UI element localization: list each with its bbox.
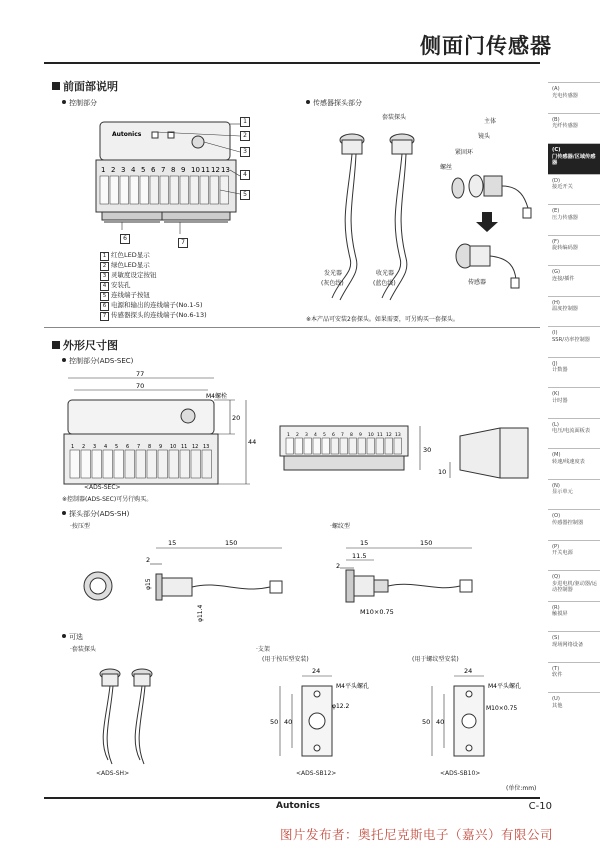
legend-text: 绿色LED显示 (111, 261, 150, 269)
terminal-number: 11 (181, 444, 188, 450)
terminal-slot (191, 450, 201, 478)
sidebar-tab-code: (N) (552, 482, 560, 489)
footer-rule (44, 797, 540, 799)
terminal-number: 4 (104, 444, 108, 450)
sidebar-tab[interactable] (548, 662, 600, 693)
cover-label: ·套装探头 (70, 646, 96, 653)
front-section-heading: 前面部说明 (52, 78, 118, 94)
legend-number: 4 (100, 282, 109, 291)
terminal-number: 5 (115, 444, 119, 450)
sidebar-tab[interactable] (548, 235, 600, 266)
sidebar-tab[interactable] (548, 479, 600, 510)
sidebar-tab[interactable] (548, 631, 600, 662)
svg-text:150: 150 (225, 539, 238, 547)
sidebar-tab-code: (R) (552, 604, 560, 611)
sidebar-tab-name: 显示单元 (552, 489, 573, 495)
terminal-slot (92, 450, 102, 478)
label-emitter-color: (灰色线) (321, 280, 344, 287)
label-cover: 套装探头 (382, 114, 407, 121)
svg-text:40: 40 (284, 718, 293, 726)
legend-number: 7 (100, 312, 109, 321)
terminal-number: 2 (82, 444, 86, 450)
sidebar-tab-name: 触摸屏 (552, 611, 568, 617)
terminal-number: 7 (341, 433, 344, 438)
label-receiver: 收光器 (376, 270, 395, 277)
probe-part-label: 探头部分(ADS-SH) (62, 509, 129, 519)
callout-box: 1 (240, 117, 250, 127)
sidebar-tab[interactable] (548, 143, 600, 174)
sensor-probe-diagram (310, 108, 540, 308)
terminal-slot (180, 450, 190, 478)
unit-note: (单位:mm) (506, 785, 537, 792)
terminal-number: 7 (161, 166, 166, 174)
svg-text:M4平头螺孔: M4平头螺孔 (488, 683, 521, 690)
sidebar-tab-code: (M) (552, 452, 561, 458)
control-part-label: 控制部分 (62, 98, 97, 108)
sidebar-tab-code: (T) (552, 665, 560, 672)
terminal-number: 6 (332, 433, 335, 438)
terminal-number: 12 (386, 433, 392, 438)
terminal-number: 11 (201, 166, 210, 174)
terminal-number: 12 (192, 444, 199, 450)
options-diagram (80, 660, 530, 780)
terminal-number: 10 (368, 433, 374, 438)
controller-front-diagram (90, 110, 260, 250)
model-ads-sh: <ADS-SH> (96, 770, 130, 777)
sensor-note: ※本产品可安装2套探头。如果需要，可另购买一套探头。 (306, 316, 459, 323)
legend-item (100, 271, 207, 281)
sidebar-tab-code: (H) (552, 299, 560, 306)
category-sidebar (548, 82, 600, 723)
dim-control-label: 控制部分(ADS-SEC) (62, 356, 133, 366)
terminal-slot (210, 176, 219, 204)
terminal-slot (103, 450, 113, 478)
callout-box: 4 (240, 170, 250, 180)
legend-item (100, 261, 207, 271)
sidebar-tab[interactable] (548, 570, 600, 601)
svg-text:15: 15 (168, 539, 177, 547)
sidebar-tab-name: 转速/线速度表 (552, 458, 585, 465)
svg-text:24: 24 (312, 667, 321, 675)
sidebar-tab[interactable] (548, 540, 600, 571)
terminal-slot (385, 438, 393, 454)
sidebar-tab[interactable] (548, 296, 600, 327)
terminal-number: 3 (93, 444, 97, 450)
label-body: 主体 (484, 118, 497, 125)
terminal-slot (147, 450, 157, 478)
terminal-slot (81, 450, 91, 478)
press-type-label: ·按压型 (70, 523, 90, 530)
sidebar-tab-name: 软件 (552, 672, 563, 678)
callout-box: 3 (240, 147, 250, 157)
page-number: C-10 (528, 801, 552, 812)
svg-text:10: 10 (438, 468, 447, 476)
legend-item (100, 301, 207, 311)
legend-item (100, 311, 207, 321)
terminal-slot (202, 450, 212, 478)
svg-text:M10×0.75: M10×0.75 (360, 608, 394, 616)
sidebar-tab-name: 计时器 (552, 397, 568, 404)
sidebar-tab-code: (I) (552, 330, 558, 336)
sidebar-tab-code: (J) (552, 360, 558, 367)
terminal-number: 1 (287, 433, 290, 438)
sidebar-tab-name: SSR/功率控制器 (552, 336, 590, 343)
sidebar-tab[interactable] (548, 82, 600, 113)
sidebar-tab-code: (O) (552, 513, 561, 519)
note-sec: ※控制器(ADS-SEC)可另行购买。 (62, 496, 153, 503)
terminal-slot (190, 176, 199, 204)
terminal-number: 10 (170, 444, 177, 450)
terminal-number: 6 (126, 444, 130, 450)
label-receiver-color: (蓝色线) (373, 280, 396, 287)
svg-text:2: 2 (336, 562, 341, 570)
terminal-slot (286, 438, 294, 454)
svg-text:φ12.2: φ12.2 (332, 703, 350, 710)
terminal-slot (114, 450, 124, 478)
svg-text:15: 15 (360, 539, 369, 547)
sidebar-tab-code: (Q) (552, 574, 561, 580)
model-ads-sb12: <ADS-SB12> (296, 770, 337, 777)
sidebar-tab-name: 旋转编码器 (552, 245, 578, 251)
sidebar-tab[interactable] (548, 418, 600, 449)
sidebar-tab[interactable] (548, 692, 600, 723)
probe-dim-diagram (70, 530, 540, 630)
terminal-slot (125, 450, 135, 478)
options-label: 可选 (62, 632, 83, 642)
sidebar-tab-code: (P) (552, 543, 560, 550)
sensor-part-label: 传感器探头部分 (306, 98, 362, 108)
sidebar-tab-name: 光纤传感器 (552, 123, 578, 129)
legend-number: 1 (100, 252, 109, 261)
sidebar-tab-name: 光电传感器 (552, 92, 578, 99)
terminal-number: 8 (171, 166, 176, 174)
legend-item (100, 281, 207, 291)
legend-number: 6 (100, 302, 109, 311)
sidebar-tab-code: (G) (552, 269, 561, 275)
terminal-number: 13 (395, 433, 401, 438)
terminal-slot (110, 176, 119, 204)
model-ads-sb10: <ADS-SB10> (440, 770, 481, 777)
terminal-slot (200, 176, 209, 204)
terminal-slot (313, 438, 321, 454)
sidebar-tab-name: 连接/插件 (552, 275, 575, 282)
sidebar-tab[interactable] (548, 204, 600, 235)
legend-number: 5 (100, 292, 109, 301)
sidebar-tab[interactable] (548, 601, 600, 632)
terminal-slot (150, 176, 159, 204)
svg-text:20: 20 (232, 414, 241, 422)
sidebar-tab[interactable] (548, 448, 600, 479)
terminal-number: 9 (159, 444, 163, 450)
legend-number: 2 (100, 262, 109, 271)
footer-brand: Autonics (276, 801, 321, 811)
terminal-number: 10 (191, 166, 200, 174)
svg-text:M4螺栓: M4螺栓 (206, 393, 227, 400)
svg-text:150: 150 (420, 539, 433, 547)
terminal-number: 12 (211, 166, 220, 174)
terminal-number: 8 (350, 433, 353, 438)
terminal-slot (358, 438, 366, 454)
terminal-number: 5 (323, 433, 326, 438)
terminal-number: 9 (359, 433, 362, 438)
controller-legend (100, 251, 207, 321)
bracket-press-label: (用于按压型安装) (262, 656, 309, 663)
terminal-number: 4 (314, 433, 317, 438)
terminal-slot (120, 176, 129, 204)
terminal-number: 1 (101, 166, 106, 174)
legend-text: 安装孔 (111, 281, 131, 289)
sidebar-tab-name: 接近开关 (552, 184, 573, 190)
svg-text:50: 50 (422, 718, 431, 726)
terminal-number: 13 (203, 444, 210, 450)
title-rule (44, 62, 540, 64)
terminal-number: 7 (137, 444, 141, 450)
terminal-slot (340, 438, 348, 454)
terminal-slot (304, 438, 312, 454)
svg-text:φ15: φ15 (145, 578, 152, 590)
bracket-label: ·支架 (256, 646, 270, 653)
svg-text:11.5: 11.5 (352, 552, 367, 560)
sidebar-tab[interactable] (548, 174, 600, 205)
terminal-slot (160, 176, 169, 204)
callout-box: 2 (240, 131, 250, 141)
terminal-number: 2 (296, 433, 299, 438)
sidebar-tab-name: 压力传感器 (552, 214, 578, 221)
svg-text:2: 2 (146, 556, 151, 564)
sidebar-tab-name: 温度控制器 (552, 306, 578, 312)
legend-text: 灵敏度设定按钮 (111, 271, 157, 279)
sidebar-tab[interactable] (548, 113, 600, 144)
sidebar-tab[interactable] (548, 357, 600, 388)
terminal-number: 1 (71, 444, 75, 450)
sidebar-tab-name: 门传感器/区域传感器 (552, 153, 596, 166)
terminal-slot (180, 176, 189, 204)
terminal-slot (322, 438, 330, 454)
svg-text:M4平头螺孔: M4平头螺孔 (336, 683, 369, 690)
sidebar-tab-code: (D) (552, 177, 561, 184)
terminal-slot (169, 450, 179, 478)
controller-brand: Autonics (112, 131, 142, 138)
legend-item (100, 251, 207, 261)
terminal-slot (158, 450, 168, 478)
sidebar-tab-code: (U) (552, 696, 560, 702)
bracket-screw-label: (用于螺纹型安装) (412, 656, 459, 663)
sidebar-tab[interactable] (548, 509, 600, 540)
sidebar-tab[interactable] (548, 387, 600, 418)
sidebar-tab-code: (E) (552, 208, 560, 214)
terminal-number: 2 (111, 166, 116, 174)
sidebar-tab-name: 其他 (552, 702, 563, 709)
legend-text: 传感器探头的连线端子(No.6-13) (111, 311, 207, 319)
terminal-number: 8 (148, 444, 152, 450)
sidebar-tab-code: (B) (552, 116, 560, 123)
sidebar-tab-name: 现场网络设备 (552, 641, 584, 648)
sidebar-tab-name: 步进电机/驱动器/运动控制器 (552, 580, 597, 593)
sidebar-tab-code: (C) (552, 147, 561, 153)
terminal-number: 5 (141, 166, 146, 174)
legend-text: 电源和输出的连线端子(No.1-5) (111, 301, 203, 309)
sidebar-tab-code: (F) (552, 238, 560, 245)
terminal-slot (331, 438, 339, 454)
terminal-slot (70, 450, 80, 478)
page-title: 侧面门传感器 (420, 34, 552, 58)
legend-item (100, 291, 207, 301)
dim-section-heading: 外形尺寸图 (52, 337, 118, 353)
terminal-slot (130, 176, 139, 204)
terminal-slot (349, 438, 357, 454)
callout-box: 6 (120, 234, 130, 244)
terminal-number: 11 (377, 433, 383, 438)
controller-dim-diagram (60, 366, 540, 496)
svg-text:24: 24 (464, 667, 473, 675)
publisher-watermark: 图片发布者：奥托尼克斯电子（嘉兴）有限公司 (280, 827, 554, 842)
svg-text:77: 77 (136, 370, 145, 378)
label-emitter: 发光器 (324, 270, 343, 277)
terminal-slot (367, 438, 375, 454)
model-ads-sec: <ADS-SEC> (84, 484, 121, 491)
sidebar-tab-code: (L) (552, 421, 559, 428)
terminal-slot (376, 438, 384, 454)
terminal-number: 13 (221, 166, 230, 174)
terminal-number: 4 (131, 166, 136, 174)
svg-text:30: 30 (423, 446, 432, 454)
svg-text:50: 50 (270, 718, 279, 726)
label-lens: 镜头 (478, 133, 491, 140)
callout-box: 5 (240, 190, 250, 200)
svg-text:70: 70 (136, 382, 145, 390)
sidebar-tab-code: (A) (552, 86, 560, 92)
sidebar-tab[interactable] (548, 326, 600, 357)
sidebar-tab-name: 计数器 (552, 367, 568, 373)
svg-text:φ11.4: φ11.4 (197, 604, 204, 622)
sidebar-tab-name: 传感器控制器 (552, 519, 584, 526)
svg-text:44: 44 (248, 438, 257, 446)
screw-type-label: ·螺纹型 (330, 523, 350, 530)
legend-number: 3 (100, 272, 109, 281)
terminal-number: 9 (181, 166, 186, 174)
terminal-slot (140, 176, 149, 204)
svg-text:40: 40 (436, 718, 445, 726)
legend-text: 红色LED显示 (111, 251, 150, 259)
sidebar-tab-name: 开关电源 (552, 550, 573, 556)
label-sensor: 传感器 (468, 279, 487, 286)
label-ring: 紧固环 (455, 149, 474, 156)
sidebar-tab-code: (S) (552, 635, 560, 641)
label-nut: 螺丝 (440, 164, 453, 171)
terminal-number: 3 (121, 166, 126, 174)
terminal-slot (100, 176, 109, 204)
terminal-number: 3 (305, 433, 308, 438)
sidebar-tab[interactable] (548, 265, 600, 296)
svg-text:M10×0.75: M10×0.75 (486, 705, 518, 712)
terminal-slot (136, 450, 146, 478)
sidebar-tab-name: 电压/电流面板表 (552, 428, 591, 434)
callout-box: 7 (178, 238, 188, 248)
terminal-slot (295, 438, 303, 454)
terminal-slot (394, 438, 402, 454)
legend-text: 连线端子按钮 (111, 291, 150, 299)
terminal-number: 6 (151, 166, 156, 174)
sidebar-tab-code: (K) (552, 391, 560, 397)
terminal-slot (170, 176, 179, 204)
section-divider (44, 327, 540, 328)
